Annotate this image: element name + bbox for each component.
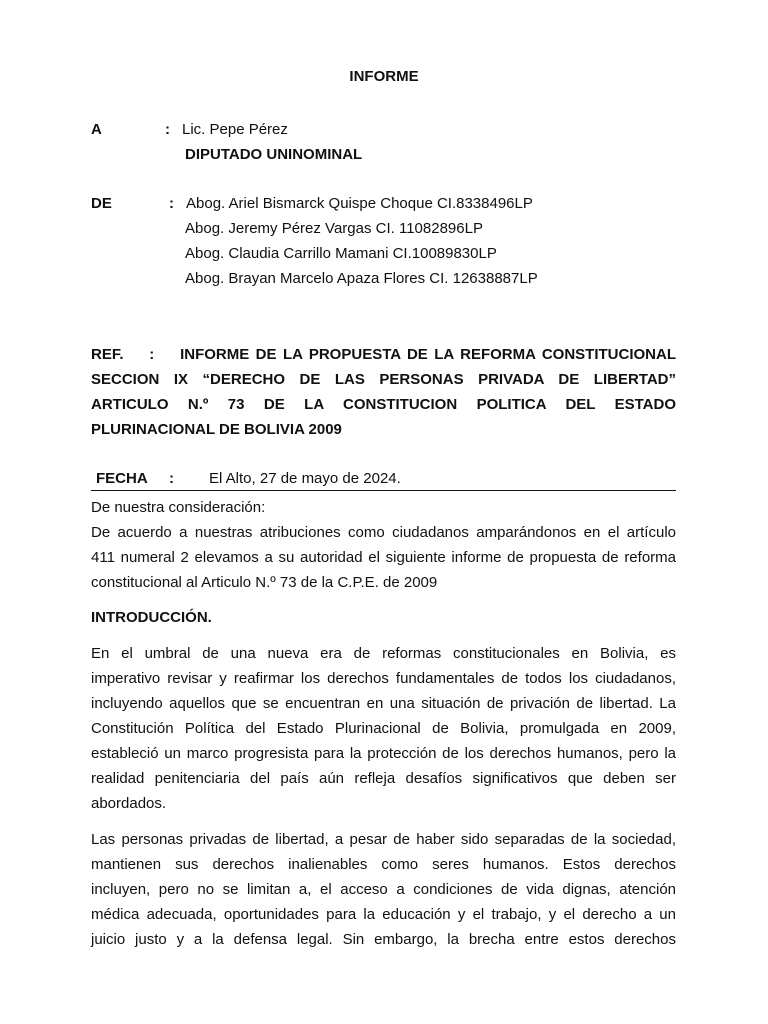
- paragraph-line: abordados.: [91, 795, 167, 812]
- paragraph-line: Las personas privadas de libertad, a pesar de haber sido separadas de la sociedad,: [91, 831, 676, 848]
- reference-label: REF.: [91, 346, 124, 363]
- intro-paragraph-2: [91, 827, 676, 952]
- reference-colon: :: [149, 346, 155, 363]
- paragraph-line: constitucional al Articulo N.º 73 de la C.P.E. de 2009: [91, 574, 438, 591]
- paragraph-line: estableció un marco progresista para la protección de los derechos humanos, pero la: [91, 745, 676, 762]
- reference-block: [91, 342, 676, 442]
- from-label: DE: [91, 195, 112, 212]
- document-title: INFORME: [349, 68, 419, 85]
- paragraph-line: De acuerdo a nuestras atribuciones como ciudadanos amparándonos en el artículo: [91, 524, 676, 541]
- intro-paragraph-1: [91, 641, 676, 816]
- to-colon: :: [165, 121, 170, 138]
- section-heading: INTRODUCCIÓN.: [91, 609, 212, 626]
- paragraph-line: incluyendo aquellos que se encuentran en una situación de privación de libertad. La: [91, 695, 676, 712]
- divider-line: [91, 490, 676, 491]
- reference-line: PLURINACIONAL DE BOLIVIA 2009: [91, 421, 342, 438]
- to-position: DIPUTADO UNINOMINAL: [185, 146, 363, 163]
- date-value: El Alto, 27 de mayo de 2024.: [209, 470, 401, 487]
- paragraph-line: imperativo revisar y reafirmar los derechos fundamentales de todos los ciudadanos,: [91, 670, 676, 687]
- to-label: A: [91, 121, 102, 138]
- date-colon: :: [169, 470, 174, 487]
- paragraph-line: juicio justo y a la defensa legal. Sin embargo, la brecha entre estos derechos: [91, 931, 676, 948]
- date-label: FECHA: [96, 470, 148, 487]
- reference-text: INFORME DE LA PROPUESTA DE LA REFORMA CONSTITUCIONAL: [180, 346, 677, 363]
- from-name: Abog. Brayan Marcelo Apaza Flores CI. 12638887LP: [185, 270, 538, 287]
- from-name: Abog. Ariel Bismarck Quispe Choque CI.8338496LP: [186, 195, 533, 212]
- paragraph-line: realidad penitenciaria del país aún refleja desafíos significativos que deben ser: [91, 770, 676, 787]
- paragraph-line: mantienen sus derechos inalienables como seres humanos. Estos derechos: [91, 856, 676, 873]
- paragraph-line: En el umbral de una nueva era de reformas constitucionales en Bolivia, es: [91, 645, 676, 662]
- paragraph-line: incluyen, pero no se limitan a, el acceso a condiciones de vida dignas, atención: [91, 881, 676, 898]
- paragraph-line: médica adecuada, oportunidades para la educación y el trabajo, y el derecho a un: [91, 906, 676, 923]
- from-name: Abog. Jeremy Pérez Vargas CI. 11082896LP: [185, 220, 483, 237]
- reference-line: ARTICULO N.º 73 DE LA CONSTITUCION POLITICA DEL ESTADO: [91, 396, 676, 413]
- to-name: Lic. Pepe Pérez: [182, 121, 288, 138]
- opening-paragraph: [91, 520, 676, 595]
- salutation: De nuestra consideración:: [91, 499, 266, 516]
- from-colon: :: [169, 195, 174, 212]
- reference-line: SECCION IX “DERECHO DE LAS PERSONAS PRIVADA DE LIBERTAD”: [91, 371, 676, 388]
- reference-line-1: [91, 342, 676, 367]
- paragraph-line: 411 numeral 2 elevamos a su autoridad el siguiente informe de propuesta de reforma: [91, 549, 676, 566]
- from-name: Abog. Claudia Carrillo Mamani CI.10089830LP: [185, 245, 497, 262]
- paragraph-line: Constitución Política del Estado Plurinacional de Bolivia, promulgada en 2009,: [91, 720, 676, 737]
